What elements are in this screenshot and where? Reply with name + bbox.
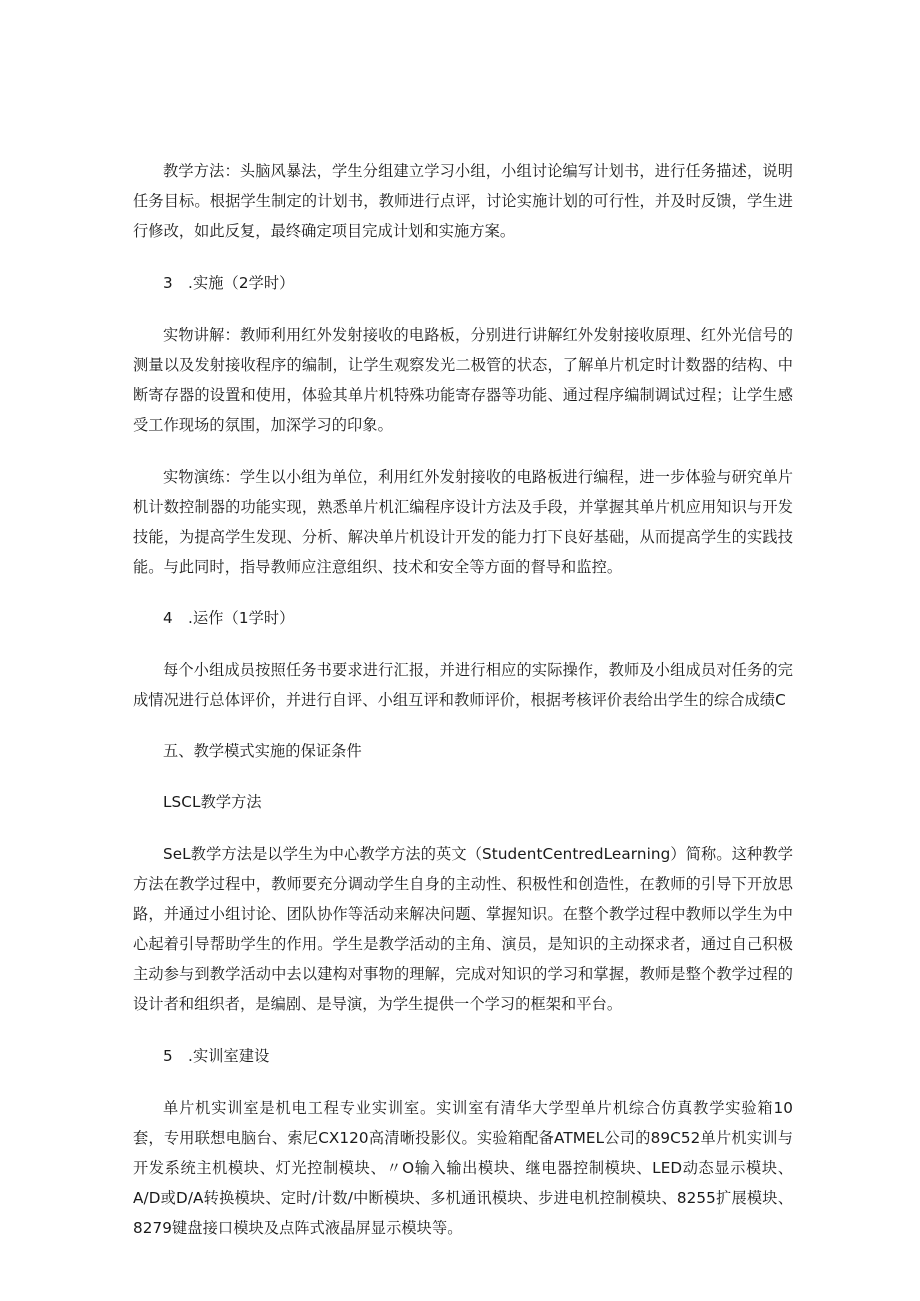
paragraph-practice: 实物演练：学生以小组为单位，利用红外发射接收的电路板进行编程，进一步体验与研究单片机计数控制器的功能实现，熟悉单片机汇编程序设计方法及手段，并掌握其单片机应用知识与开发技能，为提高学生发现、分析、解决单片机设计开发的能力打下良好基础，从而提高学生的实践技能。与此同时，指导教师应注意组织、技术和安全等方面的督导和监控。: [133, 468, 793, 576]
paragraph-demonstration: 实物讲解：教师利用红外发射接收的电路板，分别进行讲解红外发射接收原理、红外光信号的测量以及发射接收程序的编制，让学生观察发光二极管的状态，了解单片机定时计数器的结构、中断寄存器的设置和使用，体验其单片机特殊功能寄存器等功能、通过程序编制调试过程；让学生感受工作现场的氛围，加深学习的印象。: [133, 326, 793, 434]
heading-lab-construction: 5 .实训室建设: [163, 1047, 270, 1065]
heading-scl-method: LSCL教学方法: [163, 793, 262, 811]
paragraph-scl-description: SeL教学方法是以学生为中心教学方法的英文（StudentCentredLearning）简称。这种教学方法在教学过程中，教师要充分调动学生自身的主动性、积极性和创造性，在教师的引导下开放思路，并通过小组讨论、团队协作等活动来解决问题、掌握知识。在整个教学过程中教师以学生为中心起着引导帮助学生的作用。学生是教学活动的主角、演员，是知识的主动探求者，通过自己积极主动参与到教学活动中去以建构对事物的理解，完成对知识的学习和掌握，教师是整个教学过程的设计者和组织者，是编剧、是导演，为学生提供一个学习的框架和平台。: [133, 845, 793, 1013]
heading-implementation: 3 .实施（2学时）: [163, 274, 295, 292]
heading-operation: 4 .运作（1学时）: [163, 609, 295, 627]
paragraph-lab-description: 单片机实训室是机电工程专业实训室。实训室有清华大学型单片机综合仿真教学实验箱10套，专用联想电脑台、索尼CX120高清晰投影仪。实验箱配备ATMEL公司的89C52单片机实训与开发系统主机模块、灯光控制模块、〃O输入输出模块、继电器控制模块、LED动态显示模块、A/D或D/A转换模块、定时/计数/中断模块、多机通讯模块、步进电机控制模块、8255扩展模块、8279键盘接口模块及点阵式液晶屏显示模块等。: [133, 1099, 793, 1237]
document-body: [133, 156, 793, 1243]
heading-guarantee-conditions: 五、教学模式实施的保证条件: [163, 742, 362, 760]
paragraph-teaching-method: 教学方法：头脑风暴法，学生分组建立学习小组，小组讨论编写计划书，进行任务描述，说明任务目标。根据学生制定的计划书，教师进行点评，讨论实施计划的可行性，并及时反馈，学生进行修改，如此反复，最终确定项目完成计划和实施方案。: [133, 162, 793, 240]
paragraph-report: 每个小组成员按照任务书要求进行汇报，并进行相应的实际操作，教师及小组成员对任务的完成情况进行总体评价，并进行自评、小组互评和教师评价，根据考核评价表给出学生的综合成绩C: [133, 661, 793, 709]
